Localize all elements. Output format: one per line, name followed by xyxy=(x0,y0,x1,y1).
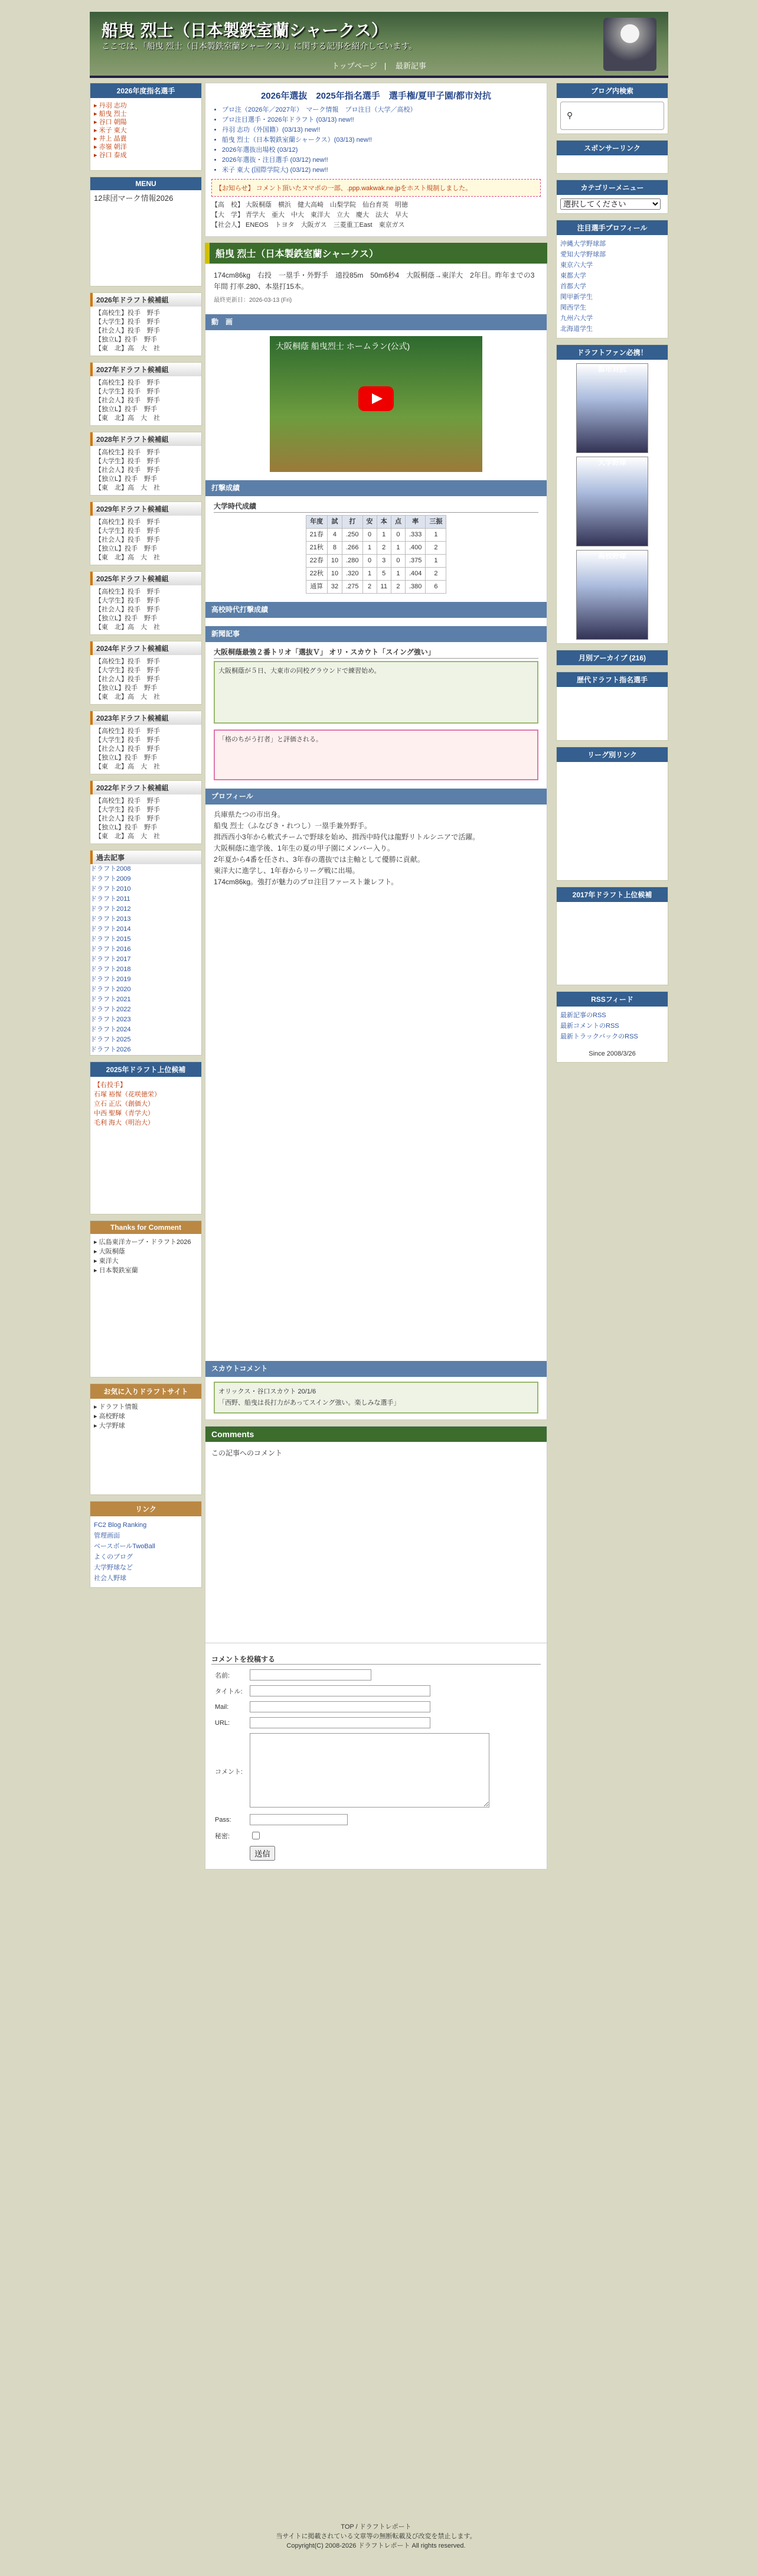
draft-2027-list[interactable]: 【高校生】投手 野手 【大学生】投手 野手 【社会人】投手 野手 【独立L】投手 野手 【東 北】高 大 社 xyxy=(95,379,160,422)
book-cover-2[interactable] xyxy=(576,457,648,546)
draft-2028-list[interactable]: 【高校生】投手 野手 【大学生】投手 野手 【社会人】投手 野手 【独立L】投手 野手 【東 北】高 大 社 xyxy=(95,449,160,491)
past-box xyxy=(90,850,202,1056)
comment-form xyxy=(211,1667,493,1863)
pickup-item[interactable]: • 2026年選抜・注目選手 (03/12) new!! xyxy=(222,155,541,165)
stats-cell: 32 xyxy=(327,581,342,594)
stats-cell: .380 xyxy=(405,581,425,594)
teams-hs[interactable]: 【高 校】 大阪桐蔭 横浜 健大高崎 山梨学院 仙台育英 明徳 xyxy=(211,201,409,209)
past-year-link[interactable]: ドラフト2025 xyxy=(90,1036,131,1043)
pickup-title[interactable]: 2026年選抜 2025年指名選手 選手権/夏甲子園/都市対抗 xyxy=(260,91,492,101)
book-1-title: 都市対抗 xyxy=(597,365,626,373)
stats-cell: 2 xyxy=(377,542,391,555)
stats-col-header: 点 xyxy=(391,516,405,529)
links-title: お気に入りドラフトサイト xyxy=(90,1384,201,1399)
ranking-box xyxy=(90,1061,202,1214)
ranking-body[interactable]: 【右投手】 石塚 裕惺（花咲徳栄） 立石 正広（創価大） 中西 聖輝（青学大） 毛利 海大（明治大） xyxy=(94,1082,161,1126)
stats-cell: 4 xyxy=(327,529,342,542)
univ-link[interactable]: 関西学生 xyxy=(560,304,586,311)
stats-cell: .400 xyxy=(405,542,425,555)
past-year-link[interactable]: ドラフト2020 xyxy=(90,986,131,993)
stats-cell: 0 xyxy=(391,555,405,568)
stats-cell: .275 xyxy=(342,581,362,594)
stats-cell: 1 xyxy=(426,529,446,542)
past-year-link[interactable]: ドラフト2023 xyxy=(90,1016,131,1023)
calendar-list[interactable]: ▸ 丹羽 志功 ▸ 船曳 烈士 ▸ 谷口 朝陽 ▸ 米子 東大 ▸ 井上 晶貴 ▸ 赤嶺 朝洋 ▸ 谷口 泰成 xyxy=(94,102,127,159)
stats-header xyxy=(306,516,446,529)
menu-box xyxy=(90,177,202,286)
draft-2023-box xyxy=(90,711,202,774)
notice: 【お知らせ】 コメント頂いたヌマポの一部、.ppp.wakwak.ne.jpをホスト規制しました。 xyxy=(211,179,541,197)
univ-link[interactable]: 愛知大学野球部 xyxy=(560,251,606,258)
stats-table xyxy=(306,515,447,594)
page xyxy=(90,0,668,2576)
video-player[interactable] xyxy=(270,336,482,472)
link-box xyxy=(90,1501,202,1588)
stats-cell: 2 xyxy=(426,542,446,555)
name-label: 名前: xyxy=(215,1672,230,1679)
past-years xyxy=(90,864,201,1055)
book-cover-1[interactable] xyxy=(576,363,648,453)
link-item[interactable]: 社会人野球 xyxy=(94,1575,126,1582)
stats-sub: 大学時代成績 xyxy=(214,501,538,513)
pickup-item[interactable]: • 米子 東大 (国際学院大) (03/12) new!! xyxy=(222,165,541,175)
pickup-box xyxy=(205,83,547,237)
past-year-link[interactable]: ドラフト2019 xyxy=(90,976,131,983)
pickup-item[interactable]: • プロ注目選手・2026年ドラフト (03/13) new!! xyxy=(222,115,541,125)
comment-textarea[interactable] xyxy=(250,1733,489,1808)
past-year-link[interactable]: ドラフト2018 xyxy=(90,966,131,973)
stats-cell: 0 xyxy=(391,529,405,542)
stats-cell: 21秋 xyxy=(306,542,327,555)
link-title: リンク xyxy=(90,1502,201,1516)
stats-cell: 10 xyxy=(327,555,342,568)
link-item[interactable]: よくのブログ xyxy=(94,1554,133,1561)
draft-2023-title: 2023年ドラフト候補組 xyxy=(90,711,201,725)
stats-col-header: 率 xyxy=(405,516,425,529)
draft-2027-title: 2027年ドラフト候補組 xyxy=(90,363,201,376)
right-sidebar xyxy=(556,83,668,1069)
news-quote: 大阪桐蔭が５日、大東市の同校グラウンドで練習始め。 xyxy=(214,661,538,724)
stats-rows xyxy=(306,529,446,594)
video-title: 大阪桐蔭 船曳烈士 ホームラン(公式) xyxy=(276,341,410,351)
stats-cell: .333 xyxy=(405,529,425,542)
calendar-title: 2026年度指名選手 xyxy=(90,83,201,98)
stats-cell: .404 xyxy=(405,568,425,581)
draft-2025-box xyxy=(90,571,202,635)
submit-button[interactable]: 送信 xyxy=(250,1846,275,1861)
stats-cell: 1 xyxy=(426,555,446,568)
rank2017-title: 2017年ドラフト上位候補 xyxy=(557,887,668,902)
stats-col-header: 打 xyxy=(342,516,362,529)
table-row xyxy=(306,542,446,555)
news-headline: 大阪桐蔭最強２番トリオ「選抜Ｖ」 オリ・スカウト「スイング強い」 xyxy=(214,647,538,659)
univ-link[interactable]: 九州六大学 xyxy=(560,315,593,322)
draft-2023-list[interactable]: 【高校生】投手 野手 【大学生】投手 野手 【社会人】投手 野手 【独立L】投手 野手 【東 北】高 大 社 xyxy=(95,728,160,770)
table-row xyxy=(306,555,446,568)
past-year-link[interactable]: ドラフト2016 xyxy=(90,946,131,953)
sponsor-title: スポンサーリンク xyxy=(557,141,668,155)
entry-intro: 174cm86kg 右投 一塁手・外野手 遠投85m 50m6秒4 大阪桐蔭→東洋大 2年目。昨年までの3年間 打率.280、本塁打15本。 xyxy=(214,271,535,291)
teams-corp[interactable]: 【社会人】 ENEOS トヨタ 大阪ガス 三菱重工East 東京ガス xyxy=(211,222,405,229)
nav-latest[interactable]: 最新記事 xyxy=(395,61,426,70)
category-title: カテゴリーメニュー xyxy=(557,180,668,195)
stats-cell: 22春 xyxy=(306,555,327,568)
history-title: 歴代ドラフト指名選手 xyxy=(557,672,668,687)
calendar-body xyxy=(90,98,201,170)
book-2-title: 大学野球 xyxy=(597,458,626,467)
draft-2022-box xyxy=(90,780,202,844)
links-body[interactable]: ▸ ドラフト情報 ▸ 高校野球 ▸ 大学野球 xyxy=(94,1403,138,1429)
rss-box xyxy=(556,991,668,1063)
footer xyxy=(205,2522,547,2551)
books-title: ドラフトファン必携！ xyxy=(557,345,668,360)
url-input[interactable] xyxy=(250,1717,430,1728)
past-year-link[interactable]: ドラフト2010 xyxy=(90,885,131,893)
draft-2026-title: 2026年ドラフト候補組 xyxy=(90,293,201,307)
ranking-title: 2025年ドラフト上位候補 xyxy=(90,1062,201,1077)
pass-label: Pass: xyxy=(215,1816,231,1823)
pickup-item[interactable]: • プロ注（2026年／2027年） マーク情報 プロ注目（大学／高校） xyxy=(222,105,541,115)
comments-title: Comments xyxy=(205,1427,547,1442)
stats-cell: 21春 xyxy=(306,529,327,542)
calendar-box xyxy=(90,83,202,171)
scout-section: スカウトコメント xyxy=(205,1361,547,1377)
stats-col-header: 本 xyxy=(377,516,391,529)
history-box xyxy=(556,672,668,741)
news-quote-2: 「格のちがう打者」と評価される。 xyxy=(214,730,538,780)
site-title[interactable]: 船曳 烈士（日本製鉄室蘭シャークス） xyxy=(102,21,388,40)
search-input[interactable] xyxy=(560,102,664,130)
stats-cell: 1 xyxy=(362,542,377,555)
thanks-box xyxy=(90,1220,202,1377)
past-year-link[interactable]: ドラフト2021 xyxy=(90,996,131,1003)
past-year-link[interactable]: ドラフト2024 xyxy=(90,1026,131,1033)
link-item[interactable]: 管理画面 xyxy=(94,1532,120,1539)
league-box xyxy=(556,747,668,881)
stats-cell: .375 xyxy=(405,555,425,568)
sponsor-box xyxy=(556,140,668,174)
play-icon[interactable] xyxy=(358,386,394,411)
league-title: リーグ別リンク xyxy=(557,747,668,762)
past-year-link[interactable]: ドラフト2022 xyxy=(90,1006,131,1013)
past-year-link[interactable]: ドラフト2015 xyxy=(90,936,131,943)
stats-cell: 0 xyxy=(362,555,377,568)
stats-col-header: 試 xyxy=(327,516,342,529)
comments-box xyxy=(205,1426,547,1870)
stats-cell: .280 xyxy=(342,555,362,568)
title-input[interactable] xyxy=(250,1685,430,1696)
stats-cell: 5 xyxy=(377,568,391,581)
rank2017-box xyxy=(556,887,668,985)
video-section: 動 画 xyxy=(205,314,547,330)
stats-cell: 3 xyxy=(377,555,391,568)
stats-cell: .250 xyxy=(342,529,362,542)
mail-label: Mail: xyxy=(215,1703,229,1711)
thanks-title: Thanks for Comment xyxy=(90,1221,201,1234)
thanks-body[interactable]: ▸ 広島東洋カープ・ドラフト2026 ▸ 大阪桐蔭 ▸ 東洋大 ▸ 日本製鉄室蘭 xyxy=(94,1239,191,1274)
pickup-item[interactable]: • 船曳 烈士（日本製鉄室蘭シャークス）(03/13) new!! xyxy=(222,135,541,145)
stats-cell: 6 xyxy=(426,581,446,594)
menu-body xyxy=(90,190,201,286)
teams-univ[interactable]: 【大 学】 青学大 亜大 中大 東洋大 立大 慶大 法大 早大 xyxy=(211,211,409,219)
post-title: コメントを投稿する xyxy=(211,1654,541,1665)
past-year-link[interactable]: ドラフト2026 xyxy=(90,1046,131,1053)
links-box xyxy=(90,1383,202,1495)
url-label: URL: xyxy=(215,1719,230,1727)
pickup-list xyxy=(211,105,541,175)
left-sidebar xyxy=(90,83,202,1594)
pickup-item[interactable]: • 2026年選抜出場校 (03/12) xyxy=(222,145,541,155)
stats-cell: 11 xyxy=(377,581,391,594)
univ-title: 注目選手プロフィール xyxy=(557,220,668,235)
title-label: タイトル: xyxy=(215,1688,243,1695)
menu-title: MENU xyxy=(90,177,201,190)
draft-2026-list[interactable]: 【高校生】投手 野手 【大学生】投手 野手 【社会人】投手 野手 【独立L】投手 野手 【東 北】高 大 社 xyxy=(95,310,160,352)
monthly-title[interactable]: 月別アーカイブ (216) xyxy=(557,650,668,665)
profile-section: プロフィール xyxy=(205,789,547,805)
draft-2029-box xyxy=(90,501,202,565)
search-box xyxy=(556,83,668,134)
hs-section: 高校時代打撃成績 xyxy=(205,602,547,618)
name-input[interactable] xyxy=(250,1669,371,1681)
univ-link[interactable]: 東都大学 xyxy=(560,272,586,279)
past-year-link[interactable]: ドラフト2014 xyxy=(90,926,131,933)
search-icon: ⚲ xyxy=(567,110,573,120)
comments-empty: この記事へのコメント xyxy=(211,1449,283,1457)
stats-cell: .320 xyxy=(342,568,362,581)
rss-link[interactable]: 最新トラックバックのRSS xyxy=(560,1033,638,1040)
stats-cell: 22秋 xyxy=(306,568,327,581)
since-text: Since 2008/3/26 xyxy=(589,1050,636,1057)
rss-list xyxy=(557,1007,668,1046)
stats-cell: 1 xyxy=(377,529,391,542)
univ-link[interactable]: 首都大学 xyxy=(560,283,586,290)
stats-cell: 1 xyxy=(391,542,405,555)
univ-box xyxy=(556,220,668,338)
stats-cell: 2 xyxy=(426,568,446,581)
monthly-box xyxy=(556,650,668,666)
stats-cell: 8 xyxy=(327,542,342,555)
stats-cell: .266 xyxy=(342,542,362,555)
book-3-title: 高校野球 xyxy=(597,552,626,560)
stats-cell: 2 xyxy=(391,581,405,594)
draft-2028-box xyxy=(90,432,202,496)
footer-copyright: Copyright(C) 2008-2026 ドラフトレポート All rights reserved. xyxy=(286,2542,466,2549)
category-select[interactable] xyxy=(560,198,661,210)
nav-top[interactable]: トップページ xyxy=(332,61,377,70)
stats-cell: 1 xyxy=(362,568,377,581)
draft-2025-list[interactable]: 【高校生】投手 野手 【大学生】投手 野手 【社会人】投手 野手 【独立L】投手 野手 【東 北】高 大 社 xyxy=(95,588,160,631)
category-box xyxy=(556,180,668,214)
past-year-link[interactable]: ドラフト2017 xyxy=(90,956,131,963)
draft-2024-title: 2024年ドラフト候補組 xyxy=(90,641,201,655)
entry-date: 最終更新日：2026-03-13 (Fri) xyxy=(214,297,292,304)
table-row xyxy=(306,581,446,594)
past-year-link[interactable]: ドラフト2008 xyxy=(90,865,131,872)
draft-2022-list[interactable]: 【高校生】投手 野手 【大学生】投手 野手 【社会人】投手 野手 【独立L】投手 野手 【東 北】高 大 社 xyxy=(95,797,160,840)
news-section: 新聞記事 xyxy=(205,626,547,642)
draft-2024-box xyxy=(90,641,202,705)
past-year-link[interactable]: ドラフト2009 xyxy=(90,875,131,882)
link-list xyxy=(90,1516,201,1587)
univ-link[interactable]: 関甲新学生 xyxy=(560,294,593,301)
stats-section: 打撃成績 xyxy=(205,480,547,496)
univ-link[interactable]: 沖縄大学野球部 xyxy=(560,240,606,247)
draft-2029-list[interactable]: 【高校生】投手 野手 【大学生】投手 野手 【社会人】投手 野手 【独立L】投手 野手 【東 北】高 大 社 xyxy=(95,519,160,561)
footer-nav[interactable]: TOP / ドラフトレポート xyxy=(341,2523,411,2531)
univ-link[interactable]: 東京六大学 xyxy=(560,262,593,269)
stats-cell: 10 xyxy=(327,568,342,581)
draft-2024-list[interactable]: 【高校生】投手 野手 【大学生】投手 野手 【社会人】投手 野手 【独立L】投手 野手 【東 北】高 大 社 xyxy=(95,658,160,701)
rss-link[interactable]: 最新コメントのRSS xyxy=(560,1022,619,1030)
rss-title: RSSフィード xyxy=(557,992,668,1007)
past-year-link[interactable]: ドラフト2013 xyxy=(90,916,131,923)
univ-list xyxy=(557,235,668,338)
stats-cell: 2 xyxy=(362,581,377,594)
table-row xyxy=(306,529,446,542)
univ-link[interactable]: 北海道学生 xyxy=(560,325,593,333)
profile-text: 兵庫県たつの市出身。 船曳 烈士（ふなびき・れつし）一塁手兼外野手。 揖西西小3年から軟式チームで野球を始め、揖西中時代は龍野リトルシニアで活躍。 大阪桐蔭に進学後、1年生の夏の甲子園にメンバー入り。 2年夏から4番を任され、3年春の選抜では主軸として優勝に貢献。 東洋大に進学し、1年春からリーグ戦に出場。 174cm86kg。強打が魅力のプロ注目ファースト兼レフト。 xyxy=(214,810,480,886)
main-content xyxy=(205,83,547,1870)
rss-link[interactable]: 最新記事のRSS xyxy=(560,1012,606,1019)
link-item[interactable]: FC2 Blog Ranking xyxy=(94,1522,147,1529)
pickup-item[interactable]: • 丹羽 志功（外国籍）(03/13) new!! xyxy=(222,125,541,135)
scout-comment: オリックス・谷口スカウト 20/1/6 「西野、船曳は長打力があってスイング強い。楽しみな選手」 xyxy=(214,1382,538,1414)
draft-2027-box xyxy=(90,362,202,426)
secret-checkbox[interactable] xyxy=(252,1832,260,1839)
search-title: ブログ内検索 xyxy=(557,83,668,98)
draft-2029-title: 2029年ドラフト候補組 xyxy=(90,502,201,516)
stats-cell: 0 xyxy=(362,529,377,542)
past-year-link[interactable]: ドラフト2012 xyxy=(90,906,131,913)
site-header xyxy=(90,12,668,78)
site-tagline: ここでは、「船曳 烈士（日本製鉄室蘭シャークス）」に関する記事を紹介しています。 xyxy=(102,41,417,51)
draft-2026-box xyxy=(90,292,202,356)
link-item[interactable]: ベースボールTwoBall xyxy=(94,1543,155,1550)
mail-input[interactable] xyxy=(250,1701,430,1712)
stats-cell: 通算 xyxy=(306,581,327,594)
past-title: 過去記事 xyxy=(90,851,201,864)
pass-input[interactable] xyxy=(250,1814,348,1825)
entry-title[interactable]: 船曳 烈士（日本製鉄室蘭シャークス） xyxy=(205,243,547,263)
stats-col-header: 三振 xyxy=(426,516,446,529)
draft-2022-title: 2022年ドラフト候補組 xyxy=(90,781,201,794)
link-item[interactable]: 大学野球など xyxy=(94,1564,133,1571)
menu-text[interactable]: 12球団マーク情報2026 xyxy=(94,194,174,203)
draft-2028-title: 2028年ドラフト候補組 xyxy=(90,432,201,446)
teams xyxy=(211,200,541,230)
stats-col-header: 年度 xyxy=(306,516,327,529)
comment-label: コメント: xyxy=(215,1768,243,1776)
stats-cell: 1 xyxy=(391,568,405,581)
header-nav: トップページ | 最新記事 xyxy=(332,61,426,70)
stats-col-header: 安 xyxy=(362,516,377,529)
draft-2025-title: 2025年ドラフト候補組 xyxy=(90,572,201,585)
footer-note: 当サイトに掲載されている文章等の無断転載及び改変を禁止します。 xyxy=(276,2533,476,2540)
secret-label: 秘密: xyxy=(215,1832,230,1840)
table-row xyxy=(306,568,446,581)
books-box xyxy=(556,344,668,644)
past-year-link[interactable]: ドラフト2011 xyxy=(90,895,130,903)
book-cover-3[interactable] xyxy=(576,550,648,640)
entry-body xyxy=(205,263,547,1420)
